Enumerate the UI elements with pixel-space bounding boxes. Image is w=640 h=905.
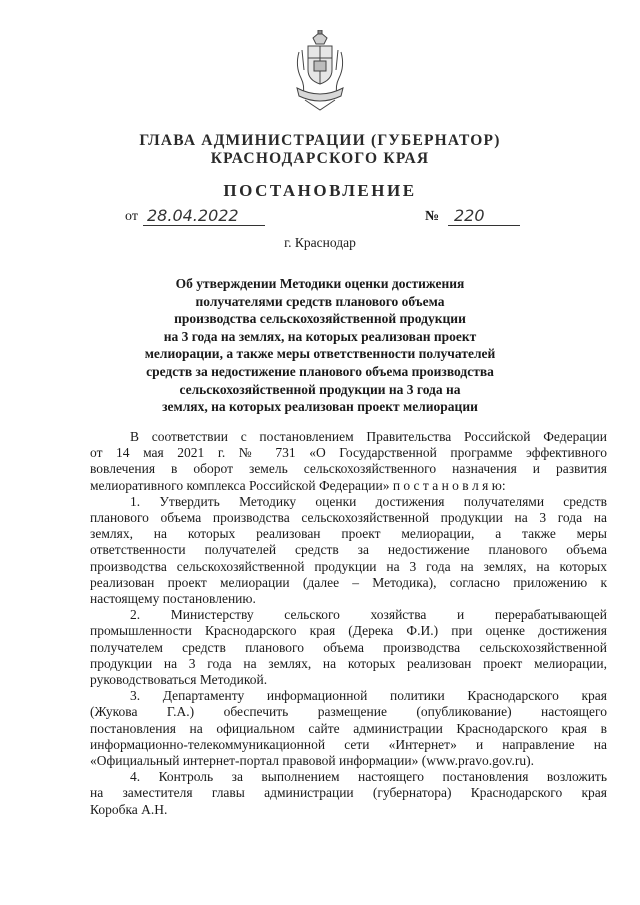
text-line: 3. Департаменту информационной политики Краснодарского края bbox=[130, 688, 607, 704]
title-line: землях, на которых реализован проект мелиорации bbox=[162, 399, 478, 415]
document-body bbox=[90, 429, 607, 818]
title-line: Об утверждении Методики оценки достижения bbox=[175, 276, 465, 291]
item-4-paragraph bbox=[90, 769, 607, 818]
item-2-paragraph bbox=[90, 607, 607, 688]
text-line: производства сельскохозяйственной продукции на 3 года на землях, на которых bbox=[90, 558, 607, 574]
text-line: В соответствии с постановлением Правительства Российской Федерации bbox=[130, 429, 607, 444]
text-line: землях, на которых реализован проект мелиорации, а также меры bbox=[90, 526, 607, 542]
text-line: вовлечения в оборот земель сельскохозяйственного назначения и развития bbox=[90, 461, 607, 477]
text-line: 1. Утвердить Методику оценки достижения получателями средств bbox=[130, 493, 607, 509]
authority-title-line2: КРАСНОДАРСКОГО КРАЯ bbox=[210, 150, 430, 167]
number-prefix: № bbox=[425, 209, 440, 224]
title-line: получателями средств планового объема bbox=[195, 293, 445, 309]
text-line: продукции на 3 года на землях, на которых реализован проект мелиорации, bbox=[90, 655, 607, 671]
text-line: реализован проект мелиорации (далее – Методика), согласно приложению к bbox=[90, 574, 607, 590]
text-line: от 14 мая 2021 г. № 731 «О Государственной программе эффективного bbox=[90, 445, 607, 461]
text-line: планового объема производства сельскохозяйственной продукции на 3 года на bbox=[90, 510, 607, 526]
title-line: сельскохозяйственной продукции на 3 года на bbox=[179, 381, 461, 397]
title-line: средств за недостижение планового объема производства bbox=[146, 363, 494, 379]
text-line: (Жукова Г.А.) обеспечить размещение (опубликование) настоящего bbox=[90, 704, 607, 720]
title-line: производства сельскохозяйственной продукции bbox=[174, 311, 466, 327]
item-1-paragraph bbox=[90, 494, 607, 607]
text-line: 2. Министерству сельского хозяйства и перерабатывающей bbox=[130, 607, 607, 623]
date-prefix: от bbox=[125, 209, 138, 224]
preamble-paragraph bbox=[90, 429, 607, 494]
text-line: 4. Контроль за выполнением настоящего постановления возложить bbox=[130, 769, 607, 785]
text-line: ответственности получателей средств за недостижение планового объема bbox=[90, 542, 607, 558]
text-line: на заместителя главы администрации (губернатора) Краснодарского края bbox=[90, 785, 607, 801]
text-line: Коробка А.Н. bbox=[90, 801, 168, 817]
item-3-paragraph bbox=[90, 688, 607, 769]
text-line: промышленности Краснодарского края (Дерека Ф.И.) при оценке достижения bbox=[90, 623, 607, 639]
text-line: «Официальный интернет-портал правовой информации» (www.pravo.gov.ru). bbox=[90, 753, 534, 769]
text-line: настоящему постановлению. bbox=[90, 591, 256, 607]
number-value: 220 bbox=[448, 206, 520, 226]
coat-of-arms-icon bbox=[291, 30, 349, 114]
document-type: ПОСТАНОВЛЕНИЕ bbox=[223, 181, 417, 200]
title-line: на 3 года на землях, на которых реализован проект bbox=[163, 328, 477, 344]
text-line: постановления на официальном сайте администрации Краснодарского края в bbox=[90, 720, 607, 736]
date-value: 28.04.2022 bbox=[143, 206, 265, 226]
text-line: информационно-телекоммуникационной сети «Интернет» и направление на bbox=[90, 736, 607, 752]
text-line: получателем средств планового объема производства сельскохозяйственной bbox=[90, 639, 607, 655]
authority-title-line1: ГЛАВА АДМИНИСТРАЦИИ (ГУБЕРНАТОР) bbox=[139, 132, 501, 149]
city: г. Краснодар bbox=[284, 235, 356, 250]
text-line: руководствоваться Методикой. bbox=[90, 672, 268, 688]
document-title bbox=[110, 275, 530, 416]
text-line: мелиоративного комплекса Российской Федерации» п о с т а н о в л я ю: bbox=[90, 477, 506, 493]
title-line: мелиорации, а также меры ответственности получателей bbox=[144, 346, 496, 362]
